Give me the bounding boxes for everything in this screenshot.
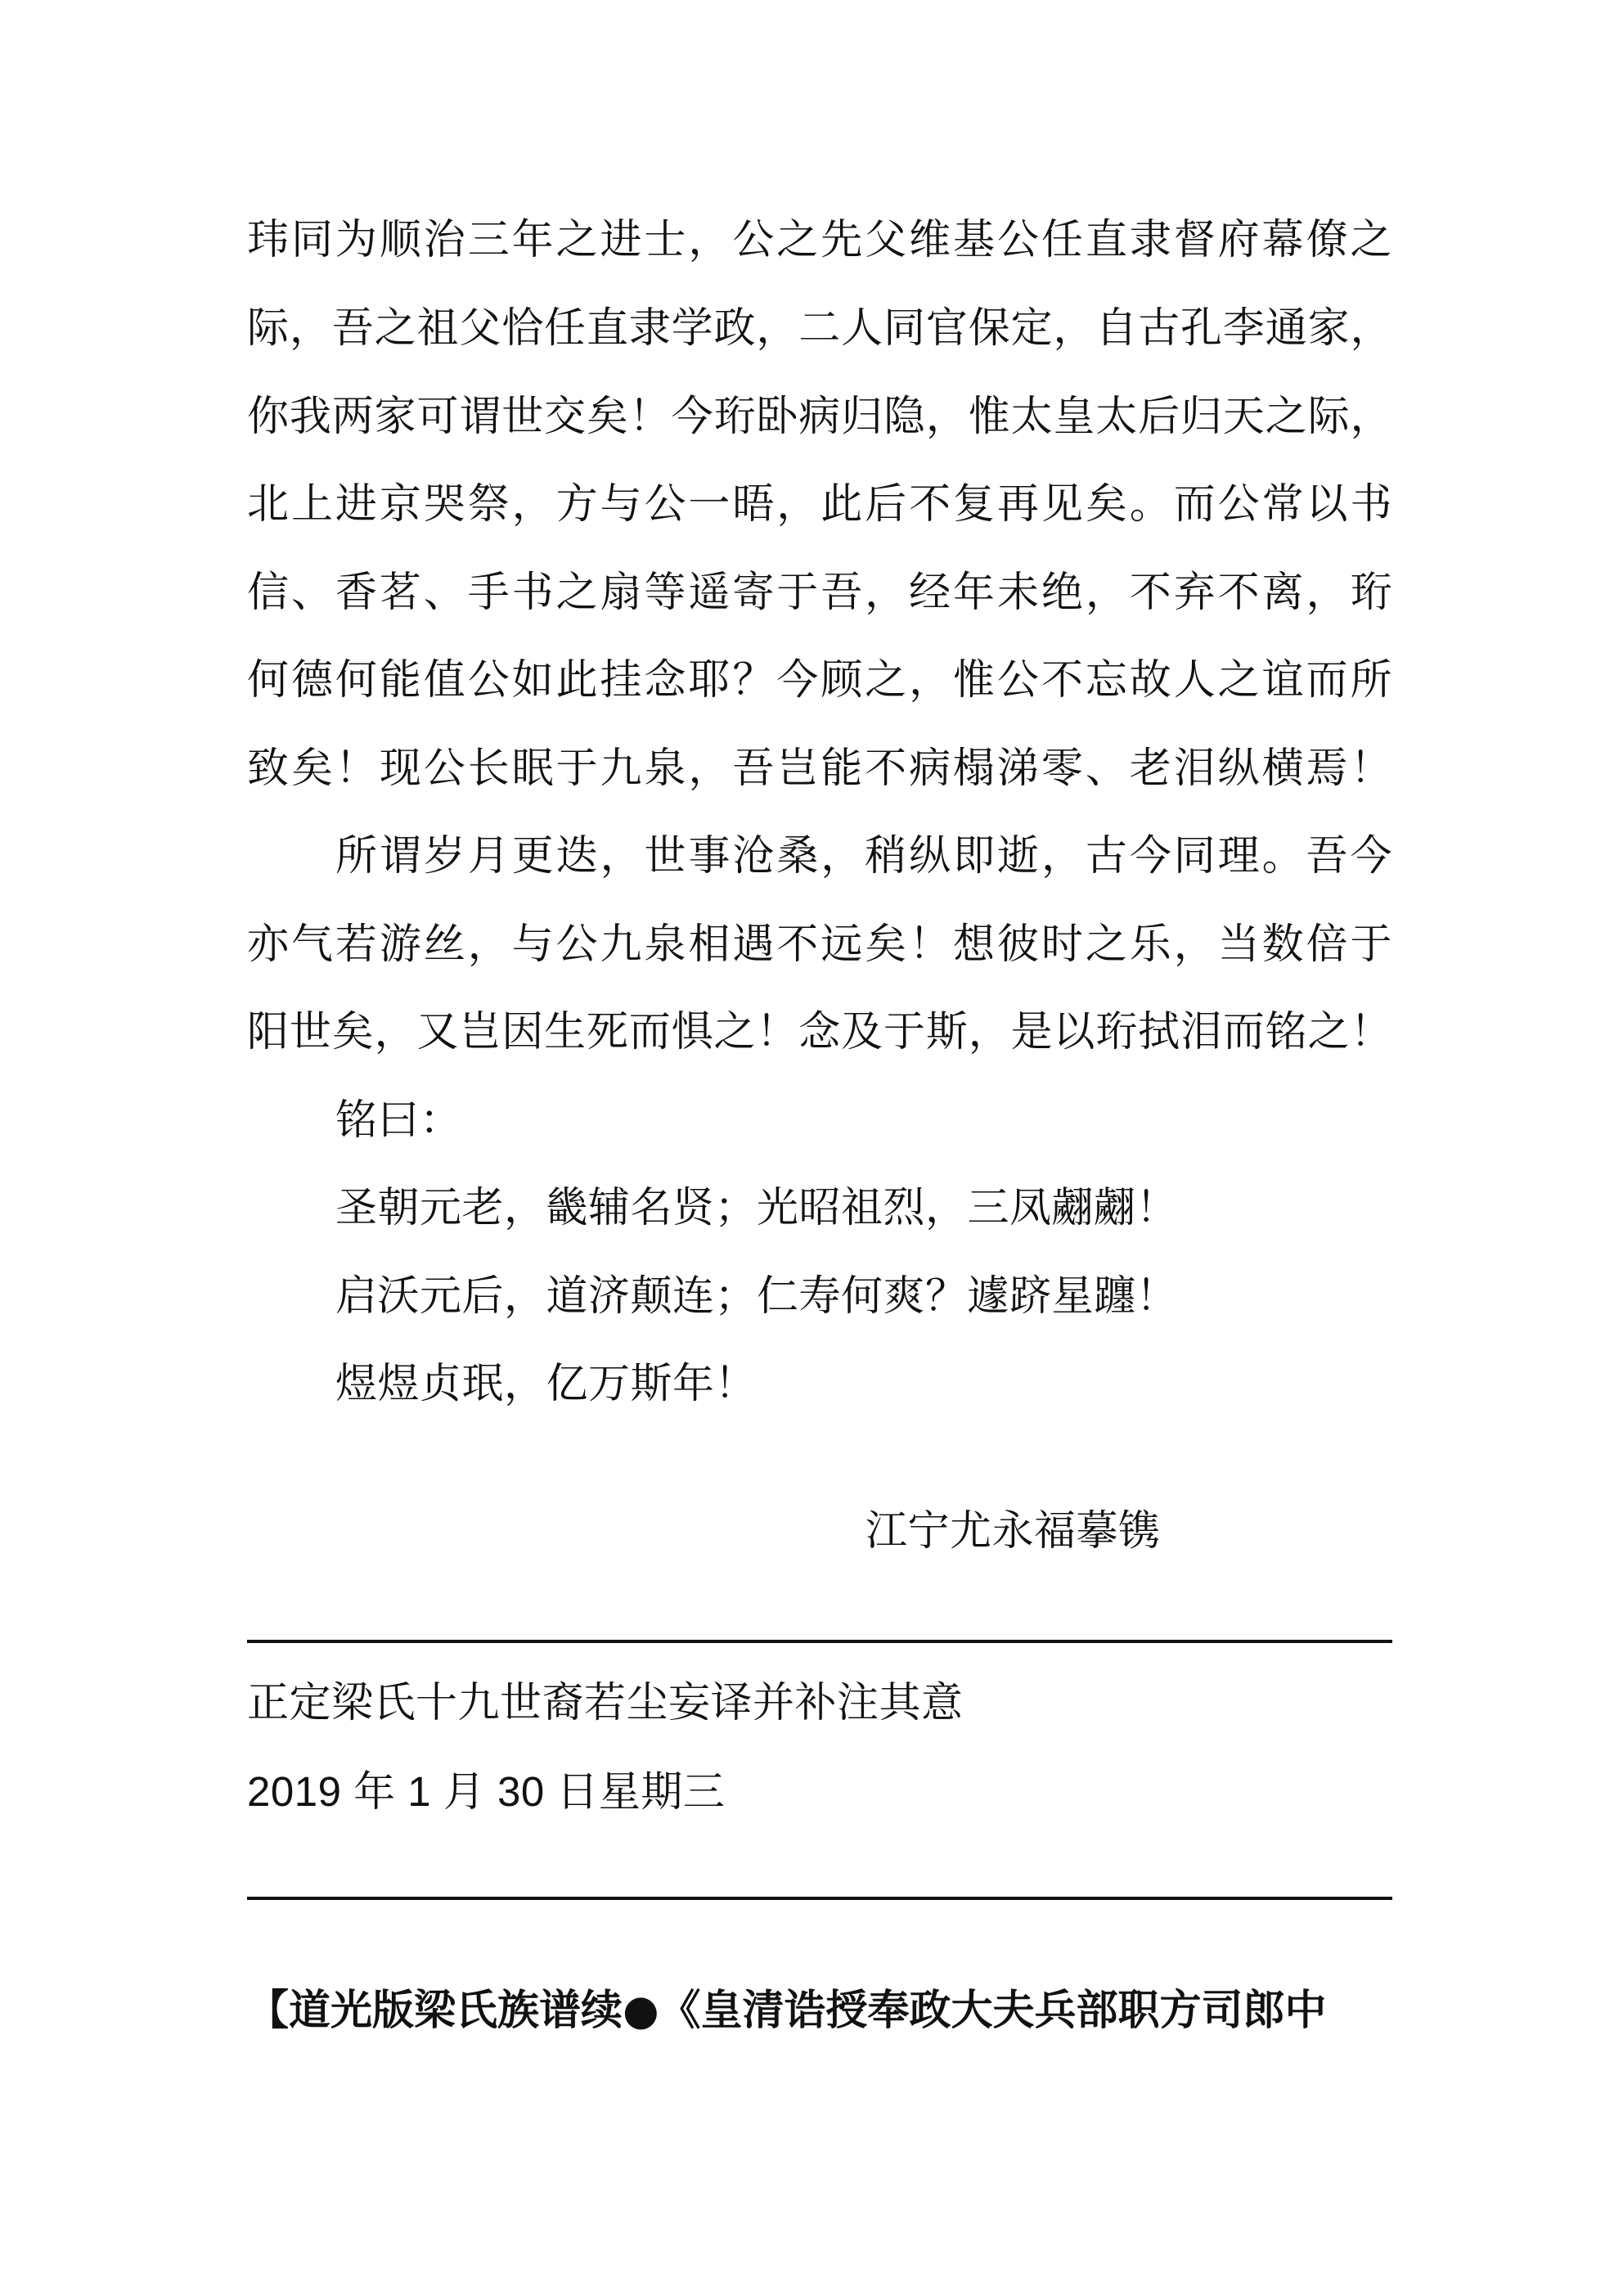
- inscription-title: 铭曰：: [335, 1096, 462, 1145]
- body-line-1: 玮同为顺治三年之进士，公之先父维基公任直隶督府幕僚之: [247, 216, 1392, 264]
- inscription-verse-2: 启沃元后，道济颠连；仁寿何爽？遽跻星躔！: [335, 1272, 1179, 1321]
- body-line-6: 何德何能值公如此挂念耶？今顾之，惟公不忘故人之谊而所: [247, 656, 1392, 705]
- body-line-5: 信、香茗、手书之扇等遥寄于吾，经年未绝，不弃不离，珩: [247, 569, 1392, 617]
- next-section-heading: 【道光版梁氏族谱续●《皇清诰授奉政大夫兵部职方司郎中: [247, 1987, 1327, 2035]
- date-line: 2019 年 1 月 30 日星期三: [247, 1768, 726, 1815]
- divider-bottom: [247, 1897, 1392, 1900]
- translator-note: 正定梁氏十九世裔若尘妄译并补注其意: [247, 1679, 964, 1727]
- divider-top: [247, 1640, 1392, 1643]
- inscription-verse-1: 圣朝元老，畿辅名贤；光昭祖烈，三凤翽翽！: [335, 1184, 1179, 1232]
- inscription-verse-3: 煜煜贞珉，亿万斯年！: [335, 1360, 758, 1408]
- body-line-7: 致矣！现公长眠于九泉，吾岂能不病榻涕零、老泪纵横焉！: [247, 745, 1392, 793]
- body-line-3: 你我两家可谓世交矣！今珩卧病归隐，惟太皇太后归天之际，: [247, 393, 1392, 441]
- body-line-4: 北上进京哭祭，方与公一晤，此后不复再见矣。而公常以书: [247, 480, 1392, 529]
- signature: 江宁尤永福摹镌: [865, 1507, 1161, 1555]
- paragraph2-line-1: 所谓岁月更迭，世事沧桑，稍纵即逝，古今同理。吾今: [335, 832, 1392, 880]
- paragraph2-line-2: 亦气若游丝，与公九泉相遇不远矣！想彼时之乐，当数倍于: [247, 921, 1392, 969]
- paragraph2-line-3: 阳世矣，又岂因生死而惧之！念及于斯，是以珩拭泪而铭之！: [247, 1008, 1392, 1056]
- body-line-2: 际，吾之祖父恰任直隶学政，二人同官保定，自古孔李通家，: [247, 304, 1392, 353]
